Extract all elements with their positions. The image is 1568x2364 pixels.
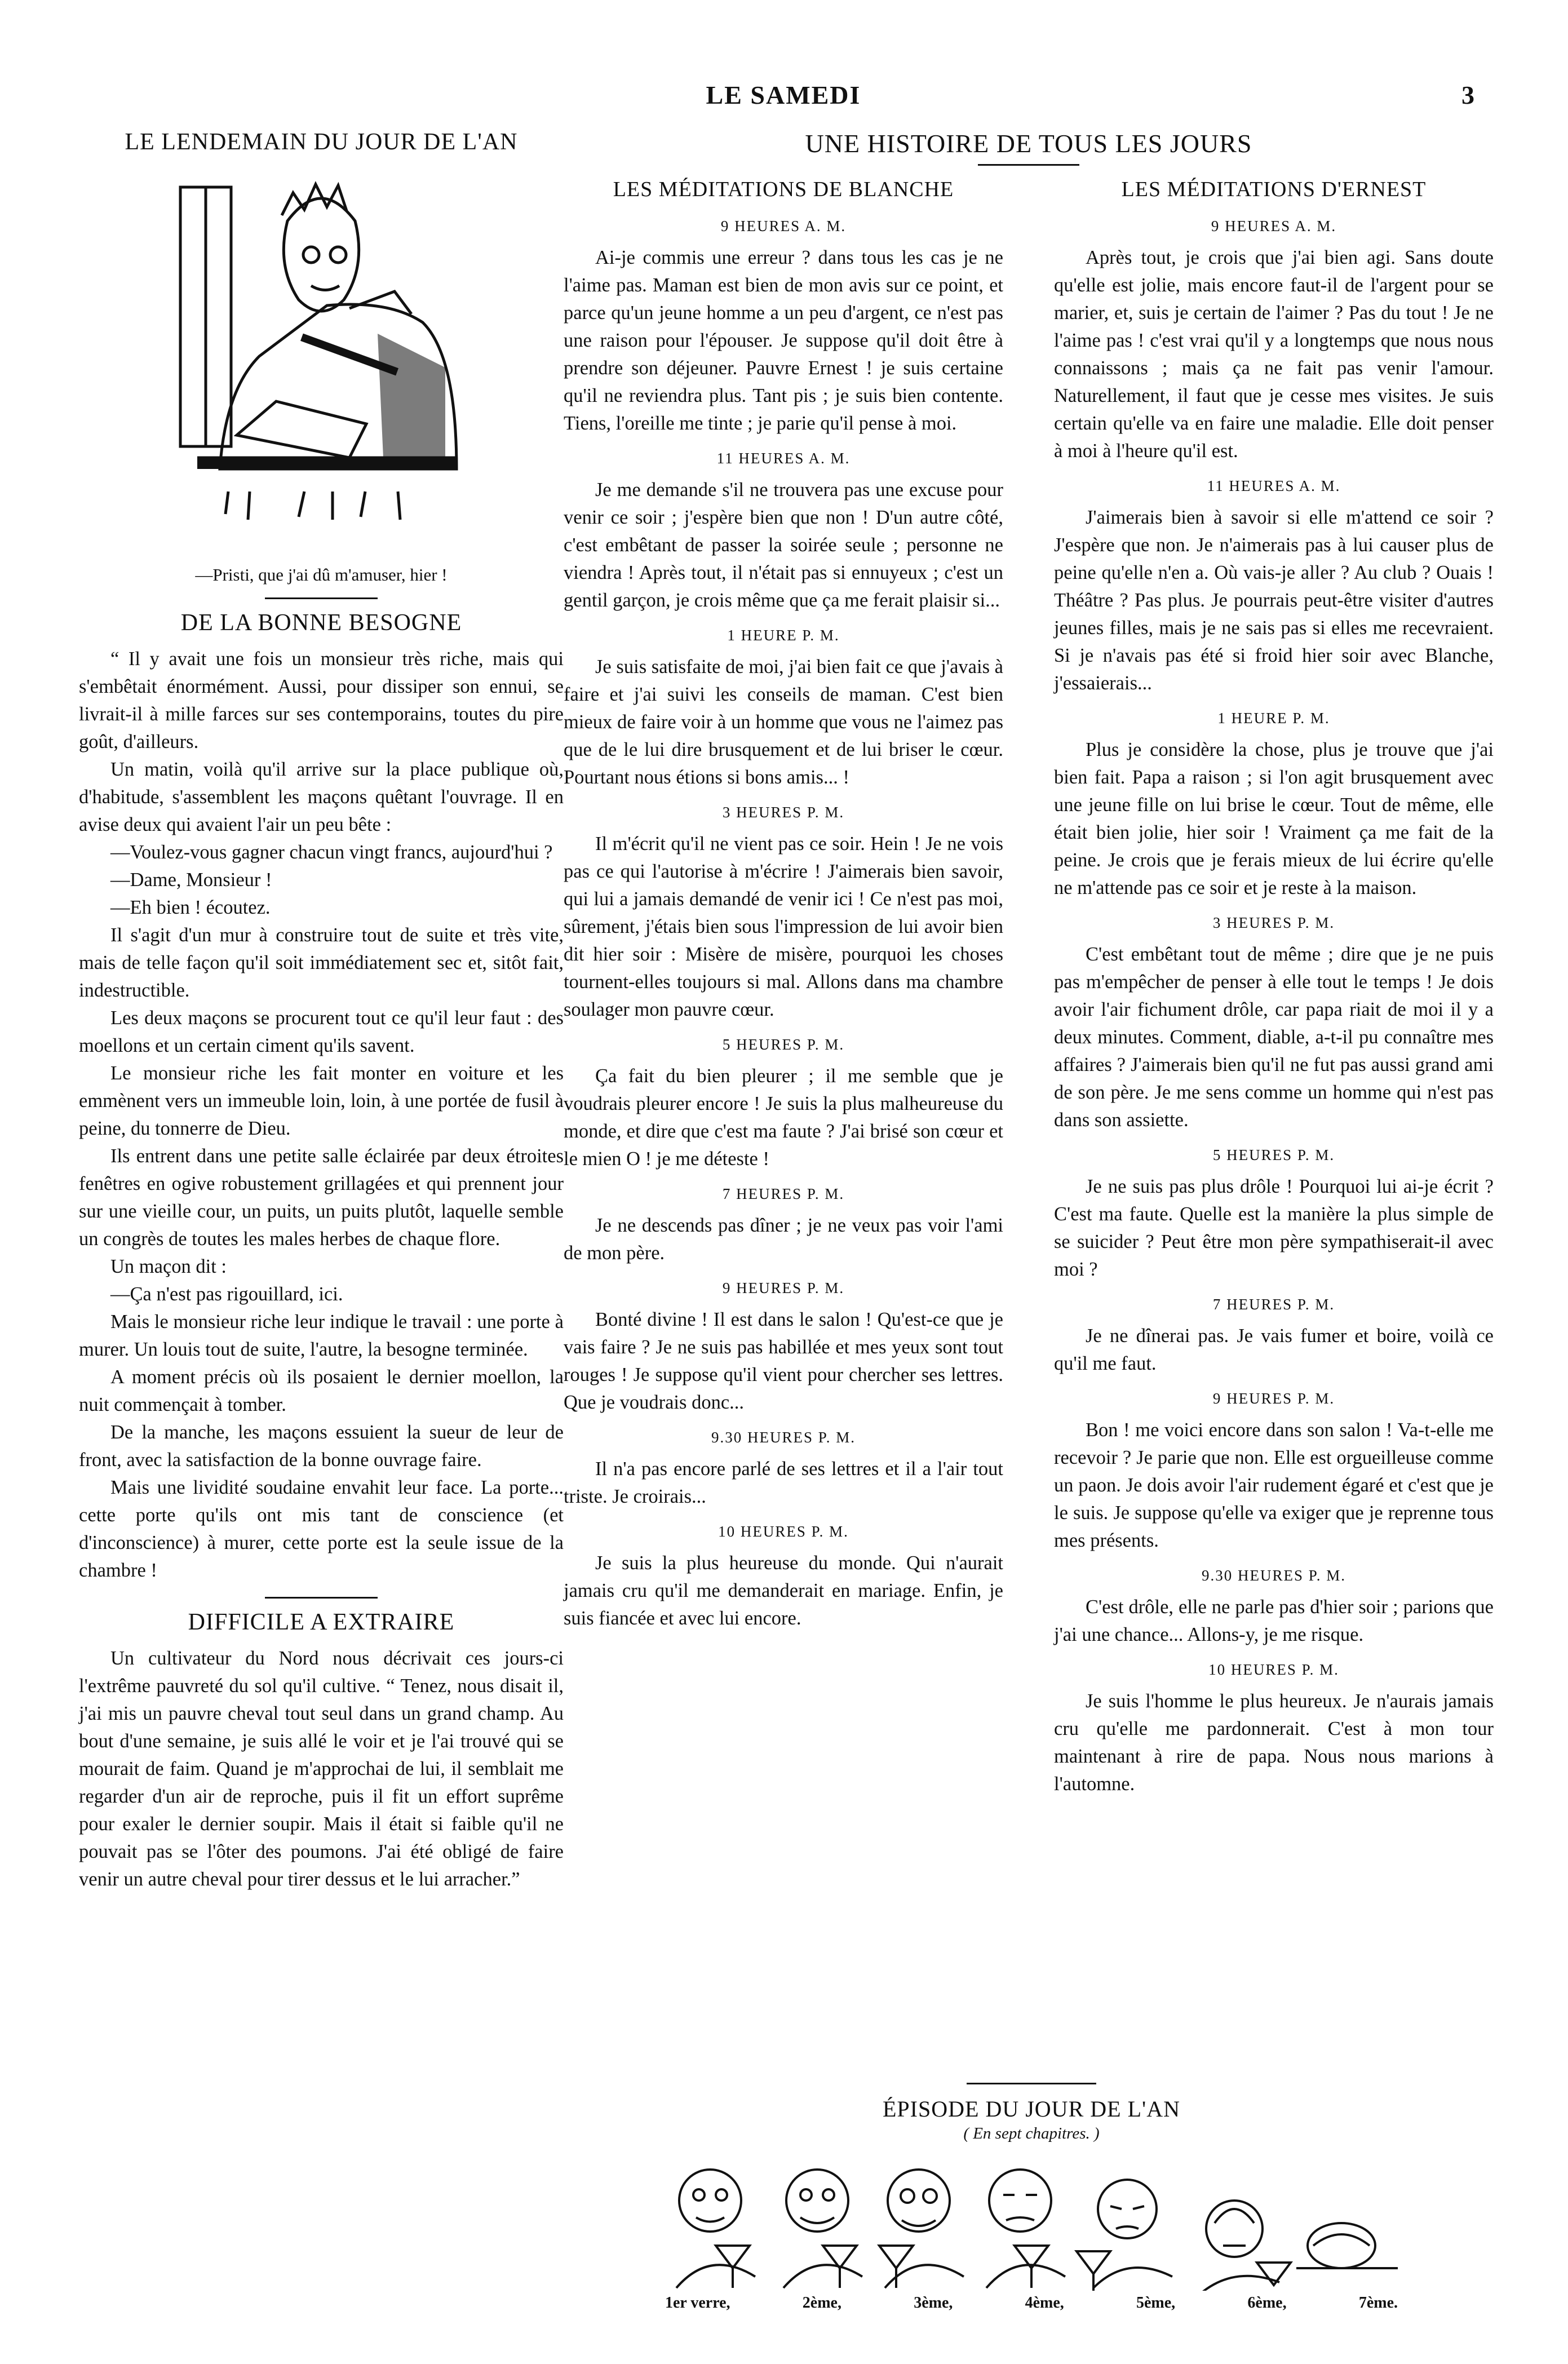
paragraph: Ai-je commis une erreur ? dans tous les cas je ne l'aime pas. Maman est bien de mon avis sur ce point, et parce qu'un jeune homme a un peu d'argent, ce n'est pas une raison pour l'épouser. Je suppose qu'il doit être à prendre son déjeuner. Pauvre Ernest ! je suis certaine qu'il ne reviendra plus. Tant pis ; je suis bien contente. Tiens, l'oreille me tinte ; je parie qu'il pense à moi. [564,247,1003,434]
article-body-difficile [79,1645,564,1893]
paragraph: De la manche, les maçons essuient la sueur de leur de front, avec la satisfaction de la bonne ouvrage faire. [79,1422,564,1471]
paragraph: Les deux maçons se procurent tout ce qu'il leur faut : des moellons et un certain ciment qu'ils savent. [79,1007,564,1056]
time-heading: 1 HEURE P. M. [727,627,840,644]
paragraph: Je suis l'homme le plus heureux. Je n'aurais jamais cru qu'elle me pardonnerait. C'est à mon tour maintenant à rire de papa. Nous nous marions à l'automne. [1054,1690,1494,1795]
time-heading: 9 HEURES P. M. [722,1280,845,1296]
time-heading: 5 HEURES P. M. [722,1036,845,1053]
paragraph: Un cultivateur du Nord nous décrivait ces jours-ci l'extrême pauvreté du sol qu'il cultive. “ Tenez, nous disait il, j'ai mis un pauvre cheval tout seul dans un grand champ. Au bout d'une semaine, je suis allé le voir et je l'ai trouvé qui se mourait de faim. Quand je m'approchai de lui, il semblait me regarder d'un air de reproche, puis il fit un effort suprême pour exaler le dernier soupir. Mais il était si faible qu'il ne pouvait pas se l'ôter des poumons. J'ai été obligé de faire venir un autre cheval pour tirer dessus et le lui arracher.” [79,1648,564,1890]
time-heading: 9 HEURES P. M. [1212,1390,1335,1407]
paragraph: J'aimerais bien à savoir si elle m'attend ce soir ? J'espère que non. Je n'aimerais pas à lui causer plus de peine qu'elle n'en a. Où vais-je aller ? Au club ? Ouais ! Théâtre ? Pas plus. Je pourrais peut-être visiter d'autres jeunes filles, mais je ne sais pas si elles me recevraient. Si je n'avais pas été si froid hier soir avec Blanche, j'essaierais... [1054,507,1494,694]
left-column [79,129,564,1893]
time-heading: 3 HEURES P. M. [722,804,845,821]
time-heading: 3 HEURES P. M. [1212,914,1335,931]
paragraph: Un maçon dit : [110,1256,227,1277]
ordinal-label: 4ème, [1025,2294,1064,2312]
ordinal-label: 6ème, [1247,2294,1287,2312]
episode-title: ÉPISODE DU JOUR DE L'AN [883,2096,1180,2122]
time-heading: 11 HEURES A. M. [716,450,851,467]
paragraph: A moment précis où ils posaient le dernier moellon, la nuit commençait à tomber. [79,1366,564,1415]
paragraph: Il n'a pas encore parlé de ses lettres et il a l'air tout triste. Je croirais... [564,1458,1003,1507]
paragraph: Un matin, voilà qu'il arrive sur la place publique où, d'habitude, s'assemblent les maçons quêtant l'ouvrage. Il en avise deux qui avaient l'air un peu bête : [79,759,564,835]
time-heading: 1 HEURE P. M. [1217,710,1330,727]
paragraph: Bon ! me voici encore dans son salon ! Va-t-elle me recevoir ? Je parie que non. Elle est orgueilleuse comme un paon. Je dois avoir l'air rudement égaré et c'est que je le suis. Je suppose qu'elle va exiger que je reprenne tous mes présents. [1054,1419,1494,1551]
article-body-bonne-besogne [79,645,564,1584]
paragraph: Mais le monsieur riche leur indique le travail : une porte à murer. Un louis tout de suite, l'autre, la besogne terminée. [79,1311,564,1360]
ernest-heading: LES MÉDITATIONS D'ERNEST [1121,178,1427,201]
ordinal-label: 3ème, [914,2294,953,2312]
paragraph: Je ne suis pas plus drôle ! Pourquoi lui ai-je écrit ? C'est ma faute. Quelle est la manière la plus simple de se suicider ? Peut être mon père sympathiserait-il avec moi ? [1054,1176,1494,1280]
story-title: UNE HISTOIRE DE TOUS LES JOURS [805,129,1252,158]
time-heading: 7 HEURES P. M. [1212,1296,1335,1313]
ordinal-label: 7ème. [1358,2294,1398,2312]
article-title-lendemain: LE LENDEMAIN DU JOUR DE L'AN [125,129,518,155]
paragraph: Ils entrent dans une petite salle éclairée par deux étroites fenêtres en ogive robustement grillagées et qui prennent jour sur une vieille cour, un puits, un puits plutôt, laquelle semble un congrès de toutes les males herbes de chaque flore. [79,1145,564,1250]
illustration-caption: —Pristi, que j'ai dû m'amuser, hier ! [195,565,448,585]
page-number: 3 [1461,81,1474,109]
ernest-column [1054,177,1494,1798]
divider [265,1597,378,1599]
ordinal-label: 5ème, [1136,2294,1176,2312]
ordinal-label: 2ème, [802,2294,841,2312]
episode-subtitle: ( En sept chapitres. ) [963,2124,1100,2142]
blanche-heading: LES MÉDITATIONS DE BLANCHE [613,178,954,201]
ordinal-label: 1er verre, [665,2294,730,2312]
paragraph: Je suis satisfaite de moi, j'ai bien fait ce que j'avais à faire et j'ai suivi les conseils de maman. C'est bien mieux de faire voir à un homme que vous ne l'aimez pas que de le lui dire brusquement et de lui briser le cœur. Pourtant nous étions si bons amis... ! [564,656,1003,788]
paragraph: Je me demande s'il ne trouvera pas une excuse pour venir ce soir ; j'espère bien que non ! D'un autre côté, c'est embêtant de passer la soirée seule ; personne ne viendra ! Après tout, il n'était pas si ennuyeux ; c'est un gentil garçon, je crois même que ça me ferait plaisir si... [564,479,1003,611]
article-title-difficile: DIFFICILE A EXTRAIRE [188,1609,455,1635]
paragraph: Bonté divine ! Il est dans le salon ! Qu'est-ce que je vais faire ? Je ne suis pas habillée et mes yeux sont tout rouges ! Je suppose qu'il vient pour chercher ses lettres. Que je voudrais donc... [564,1309,1003,1413]
paragraph: —Voulez-vous gagner chacun vingt francs, aujourd'hui ? [110,842,553,863]
episode-strip [659,2083,1403,2312]
divider [265,597,378,599]
paragraph: —Ça n'est pas rigouillard, ici. [110,1283,343,1305]
paragraph: Je ne descends pas dîner ; je ne veux pas voir l'ami de mon père. [564,1215,1003,1264]
time-heading: 10 HEURES P. M. [718,1523,849,1540]
blanche-column [564,177,1003,1798]
paragraph: Le monsieur riche les fait monter en voiture et les emmènent vers un immeuble loin, loin, à une portée de fusil à peine, du tonnerre de Dieu. [79,1063,564,1139]
time-heading: 9.30 HEURES P. M. [711,1429,856,1446]
time-heading: 5 HEURES P. M. [1212,1146,1335,1163]
paragraph: Ça fait du bien pleurer ; il me semble que je voudrais pleurer encore ! Je suis la plus malheureuse du monde, et dire que c'est ma faute ? J'ai brisé son cœur et le mien O ! je me déteste ! [564,1065,1003,1170]
drinkers-illustration [659,2150,1403,2291]
divider [978,164,1079,166]
paragraph: Je ne dînerai pas. Je vais fumer et boire, voilà ce qu'il me faut. [1054,1325,1494,1374]
hungover-man-illustration [163,165,479,559]
article-title-bonne-besogne: DE LA BONNE BESOGNE [180,610,462,636]
paragraph: Plus je considère la chose, plus je trouve que j'ai bien fait. Papa a raison ; si l'on agit brusquement avec une jeune fille on lui brise le cœur. Tout de même, elle était bien jolie, hier soir ! Vraiment ça me fait de la peine. Je crois que je ferais mieux de lui écrire qu'elle ne m'attende pas ce soir et je reste à la maison. [1054,739,1494,898]
glass-ordinals [659,2294,1403,2312]
time-heading: 9 HEURES A. M. [720,218,847,234]
main-story [564,129,1494,1798]
time-heading: 9.30 HEURES P. M. [1201,1567,1346,1584]
paragraph: Il m'écrit qu'il ne vient pas ce soir. Hein ! Je ne vois pas ce qui l'autorise à m'écrire ! J'aimerais bien savoir, qui lui a jamais demandé de venir ici ! Ce n'est pas moi, sûrement, j'étais bien sous l'impression de lui avoir bien dit hier soir : Misère de misère, pourquoi les choses tournent-elles toujours si mal. Allons dans ma chambre soulager mon pauvre cœur. [564,833,1003,1020]
time-heading: 11 HEURES A. M. [1207,477,1341,494]
time-heading: 10 HEURES P. M. [1208,1661,1339,1678]
paragraph: “ Il y avait une fois un monsieur très riche, mais qui s'embêtait énormément. Aussi, pour dissiper son ennui, se livrait-il à mille farces sur ses contemporains, toutes du pire goût, d'ailleurs. [79,648,564,752]
paragraph: —Eh bien ! écoutez. [110,897,271,918]
paragraph: Mais une lividité soudaine envahit leur face. La porte... cette porte qu'ils ont mis tant de conscience (et d'inconscience) à murer, cette porte est la seule issue de la chambre ! [79,1477,564,1581]
masthead-title: LE SAMEDI [706,81,861,109]
paragraph: Je suis la plus heureuse du monde. Qui n'aurait jamais cru qu'il me demanderait en mariage. Enfin, je suis fiancée et avec lui encore. [564,1552,1003,1629]
paragraph: C'est embêtant tout de même ; dire que je ne puis pas m'empêcher de penser à elle tout le temps ! Je dois avoir l'air fichument drôle, car papa riait de moi il y a deux minutes. Comment, diable, a-t-il pu connaître mes affaires ? J'aimerais bien qu'il ne fut pas aussi grand ami de son père. Je me sens comme un homme qui n'est pas dans son assiette. [1054,944,1494,1131]
paragraph: Après tout, je crois que j'ai bien agi. Sans doute qu'elle est jolie, mais encore faut-il de l'argent pour se marier, et, suis je certain de l'aimer ? Pas du tout ! Je ne l'aime pas ! c'est vrai qu'il y a longtemps que nous nous connaissons ; mais ça ne fait pas venir l'amour. Naturellement, il faut que je cesse mes visites. Je suis certain qu'elle va en faire une maladie. Elle doit penser à moi à l'heure qu'il est. [1054,247,1494,462]
meditations-columns [564,177,1494,1798]
divider [967,2083,1096,2084]
time-heading: 9 HEURES A. M. [1211,218,1337,234]
paragraph: Il s'agit d'un mur à construire tout de suite et très vite, mais de telle façon qu'il soit immédiatement sec et, sitôt fait, indestructible. [79,924,564,1001]
paragraph: —Dame, Monsieur ! [110,869,272,891]
time-heading: 7 HEURES P. M. [722,1185,845,1202]
paragraph: C'est drôle, elle ne parle pas d'hier soir ; parions que j'ai une chance... Allons-y, je me risque. [1054,1596,1494,1645]
